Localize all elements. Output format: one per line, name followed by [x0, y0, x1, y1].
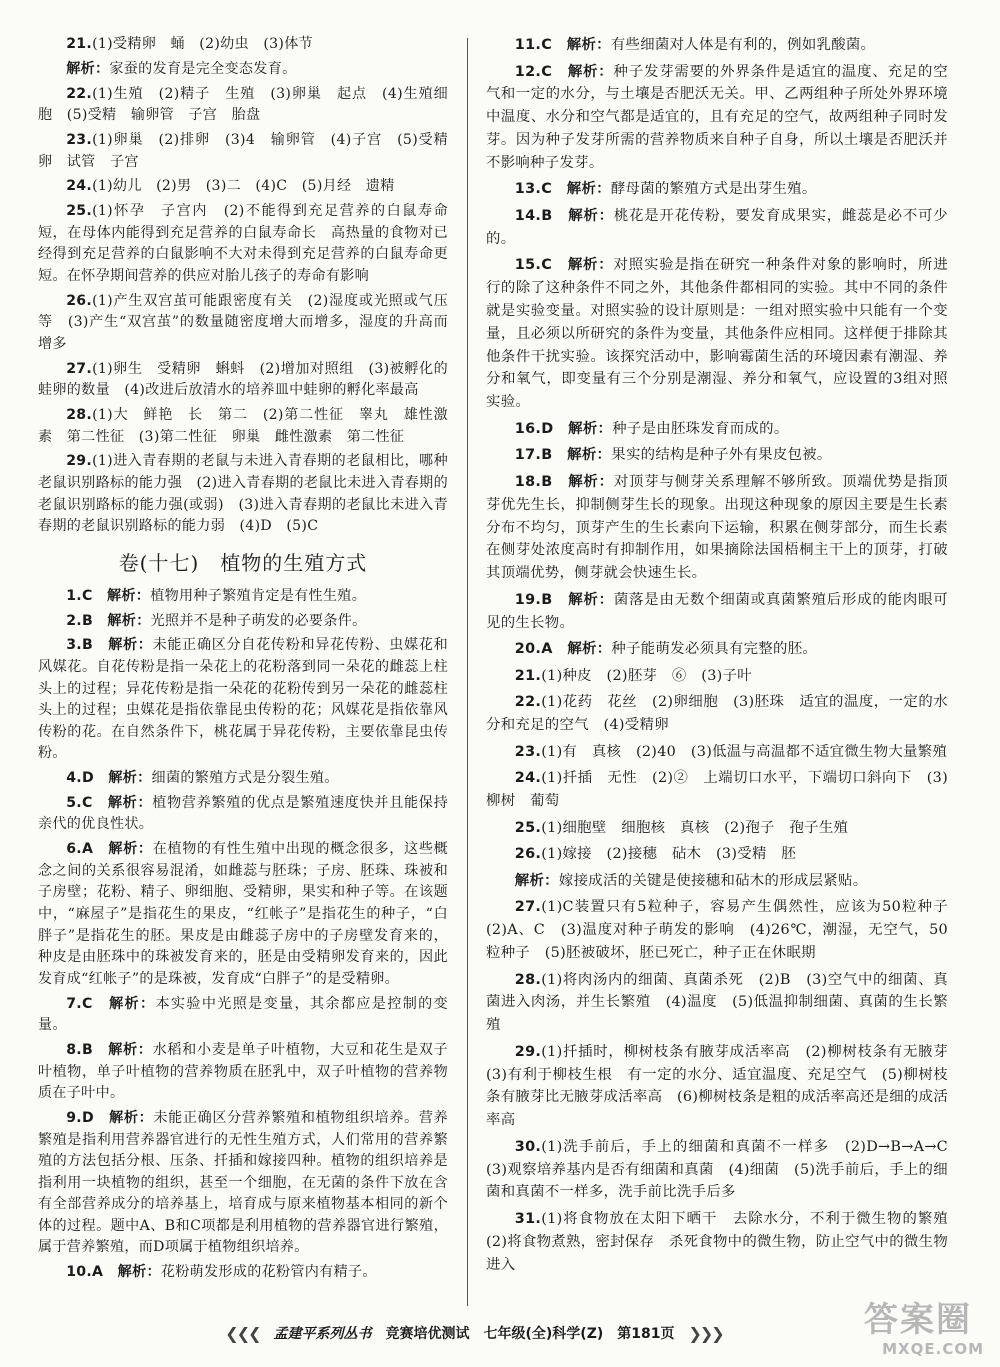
analysis-label: 解析：	[567, 641, 612, 658]
answer-text: 对照实验是指在研究一种条件对象的影响时，所进行的除了这种条件不同之外，其他条件都相同的实验。其中不同的条件就是实验变量。对照实验的设计原则是：一组对照实验中只能有一个变量，且必须以所研究的条件为变量，其他条件应相同。这样便于排除其他条件干扰实验。该探究活动中，影响霉菌生活的环境因素有潮湿、养分和氧气，即变量有三个分别是潮湿、养分和氧气，应设置的3组对照实验。	[486, 257, 948, 411]
analysis-label: 解析：	[117, 1264, 161, 1281]
answer-entry	[38, 59, 448, 81]
answer-entry	[486, 741, 948, 764]
answer-number: 4.D	[66, 770, 94, 787]
answer-text: (1)受精卵 蛹 (2)幼虫 (3)体节	[92, 36, 313, 52]
answer-number: 26.	[514, 846, 542, 863]
answer-text: 酵母菌的繁殖方式是出芽生殖。	[610, 181, 817, 198]
answer-number: 7.C	[66, 995, 93, 1012]
answer-text: (1)进入青春期的老鼠与未进入青春期的老鼠相比，哪种老鼠识别路标的能力强 (2)进入青春期的老鼠比未进入青春期的老鼠识别路标的能力强(或弱) (3)进入青春期的老鼠比未进入青春期的老鼠识别路标的能力弱 (4)D (5)C	[38, 453, 448, 535]
analysis-label: 解析：	[568, 591, 614, 608]
analysis-label: 解析：	[108, 637, 153, 654]
answer-text: 嫁接成活的关键是使接穗和砧木的形成层紧贴。	[558, 872, 868, 889]
answer-entry	[486, 34, 948, 57]
answer-entry	[38, 34, 448, 56]
analysis-label: 解析：	[568, 420, 613, 437]
answer-entry	[38, 405, 448, 448]
answer-number: 16.D	[514, 420, 554, 437]
answer-text: 种子是由胚珠发育而成的。	[612, 420, 789, 437]
answer-text: 植物用种子繁殖肯定是有性生殖。	[150, 587, 367, 604]
answer-entry	[486, 418, 948, 441]
answer-entry	[486, 178, 948, 201]
answer-number: 5.C	[66, 794, 93, 811]
answer-entry	[486, 870, 948, 893]
answer-number: 20.A	[514, 641, 553, 658]
footer-left-ornament: ❮❮❮	[225, 1323, 260, 1343]
answer-entry	[38, 84, 448, 127]
answer-entry	[38, 451, 448, 537]
answer-entry	[486, 589, 948, 635]
answer-entry	[486, 1041, 963, 1132]
answer-number: 8.B	[66, 1041, 93, 1058]
left-column	[38, 34, 448, 1287]
answer-entry	[38, 359, 448, 402]
answer-entry	[486, 61, 948, 175]
answer-number: 22.	[514, 694, 542, 711]
analysis-label: 解析：	[567, 447, 612, 464]
answer-text: 水稻和小麦是单子叶植物，大豆和花生是双子叶植物，单子叶植物的营养物质在胚乳中，双子叶植物的营养物质在子叶中。	[38, 1041, 448, 1102]
column-divider	[467, 38, 468, 1306]
analysis-label: 解析：	[567, 63, 614, 80]
answer-text: 对顶芽与侧芽关系理解不够所致。顶端优势是指顶芽优先生长，抑制侧芽生长的现象。出现这种现象的原因主要是生长素分布不均匀，顶芽产生的生长素向下运输，积累在侧芽部分，而生长素在侧芽处浓度高时有抑制作用，如果摘除法国梧桐主干上的顶芽，打破其顶端优势，侧芽就会快速生长。	[486, 473, 948, 582]
answer-entry	[486, 767, 948, 813]
answer-entry	[38, 994, 448, 1037]
answer-number: 21.	[66, 36, 93, 52]
answer-text: (1)怀孕 子宫内 (2)不能得到充足营养的白鼠寿命短，在母体内能得到充足营养的白鼠寿命长 高热量的食物对已经得到充足营养的白鼠影响不大对未得到充足营养的白鼠寿命更短。在怀孕期间营养的供应对胎儿孩子的寿命有影响	[38, 203, 448, 284]
answer-number: 3.B	[66, 637, 93, 654]
footer-grade: 七年级(全)科学(Z)	[483, 1326, 604, 1342]
answer-text: (1)扦插 无性 (2)② 上端切口水平，下端切口斜向下 (3)柳树 葡萄	[486, 770, 948, 810]
answer-number: 29.	[66, 453, 93, 470]
answer-number: 30.	[514, 1138, 542, 1155]
answer-text: (1)花药 花丝 (2)卵细胞 (3)胚珠 适宜的温度，一定的水分和充足的空气 (4)受精卵	[486, 694, 948, 734]
answer-text: (1)洗手前后，手上的细菌和真菌不一样多 (2)D→B→A→C (3)观察培养基内是否有细菌和真菌 (4)细菌 (5)洗手前后，手上的细菌和真菌不一样多，洗手前比洗手后多	[486, 1138, 963, 1201]
answer-text: (1)将食物放在太阳下晒干 去除水分，不利于微生物的繁殖 (2)将食物煮熟，密封保存 杀死食物中的微生物，防止空气中的微生物进入	[486, 1210, 963, 1273]
answer-number: 24.	[514, 770, 542, 787]
analysis-label: 解析：	[107, 794, 153, 811]
answer-text: 在植物的有性生殖中出现的概念很多，这些概念之间的关系很容易混淆，如雌蕊与胚珠；子房、胚珠、珠被和子房壁；花粉、精子、卵细胞、受精卵，果实和种子等。在该题中，“麻屋子”是指花生的果皮，“红帐子”是指花生的种子，“白胖子”是指花生的胚。果皮是由雌蕊子房中的子房壁发育来的，种皮是由胚珠中的珠被发育来的，胚是由受精卵发育来的，因此发育成“红帐子”的是珠被，发育成“白胖子”的是受精卵。	[38, 841, 448, 987]
answer-text: (1)细胞壁 细胞核 真核 (2)孢子 孢子生殖	[541, 819, 849, 836]
answer-entry	[38, 839, 448, 990]
answer-entry	[38, 1108, 448, 1259]
answer-text: 果实的结构是种子外有果皮包被。	[611, 447, 832, 464]
answer-text: 细菌的繁殖方式是分裂生殖。	[151, 770, 339, 787]
answer-entry	[486, 471, 948, 585]
answer-text: (1)卵生 受精卵 蝌蚪 (2)增加对照组 (3)被孵化的蛙卵的数量 (4)改进后放清水的培养皿中蛙卵的孵化率最高	[38, 360, 448, 399]
left-entries-before	[38, 34, 448, 538]
answer-number: 14.B	[514, 207, 553, 224]
answer-number: 31.	[514, 1210, 542, 1227]
answer-number: 12.C	[514, 63, 553, 80]
analysis-label: 解析：	[109, 995, 156, 1012]
left-entries-after	[38, 586, 448, 1284]
right-entries	[486, 34, 963, 1276]
watermark	[864, 1300, 994, 1362]
answer-entry	[38, 201, 448, 287]
answer-text: (1)种皮 (2)胚芽 ⑥ (3)子叶	[541, 667, 752, 684]
answer-number: 1.C	[66, 587, 93, 604]
answer-number: 28.	[514, 971, 542, 988]
answer-entry	[38, 768, 448, 790]
answer-number: 27.	[514, 899, 542, 916]
answer-number: 23.	[66, 131, 93, 148]
watermark-url: MXQE.COM	[882, 1340, 984, 1358]
answer-entry	[486, 1136, 963, 1204]
answer-number: 17.B	[514, 447, 553, 464]
answer-entry	[38, 1040, 448, 1105]
analysis-label: 解析：	[108, 841, 153, 858]
answer-entry	[486, 843, 948, 866]
answer-text: (1)有 真核 (2)40 (3)低温与高温都不适宜微生物大量繁殖	[541, 743, 948, 760]
answer-text: (1)产生双宫茧可能跟密度有关 (2)湿度或光照或气压等 (3)产生“双宫茧”的数量随密度增大而增多，湿度的升高而增多	[38, 292, 448, 352]
answer-number: 23.	[514, 743, 542, 760]
answer-text: (1)大 鲜艳 长 第二 (2)第二性征 睾丸 雄性激素 第二性征 (3)第二性征 卵巢 雌性激素 第二性征	[38, 407, 448, 445]
answer-text: 种子能萌发必须具有完整的胚。	[611, 641, 818, 658]
analysis-label: 解析：	[108, 770, 152, 787]
answer-text: (1)幼儿 (2)男 (3)二 (4)C (5)月经 遗精	[92, 178, 395, 195]
answer-text: (1)生殖 (2)精子 生殖 (3)卵巢 起点 (4)生殖细胞 (5)受精 输卵管 子宫 胎盘	[38, 85, 448, 124]
answer-text: 家蚕的发育是完全变态发育。	[109, 60, 297, 77]
answer-text: 种子发芽需要的外界条件是适宜的温度、充足的空气和一定的水分，与土壤是否肥沃无关。甲、乙两组种子所处外界环境中温度、水分和空气都是适宜的，且有充足的空气，故两组种子同时发芽。因为种子发芽所需的营养物质来自种子自身，所以土壤是否肥沃并不影响种子发芽。	[486, 63, 948, 171]
answer-entry	[38, 1262, 448, 1284]
answer-text: (1)将肉汤内的细菌、真菌杀死 (2)B (3)空气中的细菌、真菌进入肉汤，并生长繁殖 (4)温度 (5)低温抑制细菌、真菌的生长繁殖	[486, 971, 948, 1034]
analysis-label: 解析：	[107, 612, 151, 629]
analysis-label: 解析：	[108, 1041, 153, 1058]
footer-right-ornament: ❯❯❯	[688, 1323, 723, 1343]
answer-number: 13.C	[514, 181, 553, 198]
footer-page-number: 第181页	[617, 1326, 675, 1342]
answer-text: 本实验中光照是变量，其余都应是控制的变量。	[38, 995, 448, 1034]
analysis-label: 解析：	[109, 1109, 154, 1126]
answer-entry	[38, 176, 448, 198]
answer-number: 28.	[66, 407, 93, 423]
answer-entry	[486, 638, 948, 661]
answer-entry	[486, 1208, 963, 1276]
answer-number: 15.C	[514, 257, 553, 274]
answer-number: 24.	[66, 178, 93, 195]
section-title: 卷(十七) 植物的生殖方式	[118, 550, 368, 575]
answer-text: (1)卵巢 (2)排卵 (3)4 输卵管 (4)子宫 (5)受精卵 试管 子宫	[38, 131, 448, 170]
footer-book: 竞赛培优测试	[385, 1326, 470, 1342]
answer-number: 2.B	[66, 612, 93, 629]
answer-number: 27.	[66, 360, 93, 377]
analysis-label: 解析：	[566, 37, 611, 53]
answer-number: 19.B	[514, 591, 553, 608]
answer-text: (1)C装置只有5粒种子，容易产生偶然性，应该为50粒种子 (2)A、C (3)温度对种子萌发的影响 (4)26℃，潮湿，无空气，50粒种子 (5)胚被破坏，胚已死亡，种子正在休眠期	[486, 899, 963, 962]
analysis-label: 解析：	[567, 257, 614, 274]
answer-entry	[486, 665, 948, 688]
answer-text: 植物营养繁殖的优点是繁殖速度快并且能保持亲代的优良性状。	[38, 794, 449, 833]
watermark-logo-text: 答案圈	[864, 1300, 972, 1340]
answer-text: 桃花是开花传粉，要发育成果实，雌蕊是必不可少的。	[486, 207, 948, 247]
answer-number: 6.A	[66, 841, 94, 858]
answer-text: 花粉萌发形成的花粉管内有精子。	[160, 1264, 377, 1281]
answer-text: 有些细菌对人体是有利的，例如乳酸菌。	[610, 37, 876, 53]
answer-entry	[38, 586, 448, 608]
answer-text: 未能正确区分营养繁殖和植物组织培养。营养繁殖是指利用营养器官进行的无性生殖方式，人们常用的营养繁殖的方法包括分根、压条、扦插和嫁接四种。植物的组织培养是指利用一块植物的组织，甚至一个细胞，在无菌的条件下放在含有全部营养成分的培养基上，培育成与原来植物基本相同的新个体的过程。题中A、B和C项都是利用植物的营养器官进行繁殖，属于营养繁殖，而D项属于植物组织培养。	[38, 1109, 448, 1256]
answer-number: 22.	[66, 85, 93, 102]
answer-number: 25.	[514, 819, 542, 836]
analysis-label: 解析：	[566, 181, 611, 198]
right-column	[486, 34, 963, 1280]
answer-number: 21.	[514, 667, 542, 684]
answer-entry	[38, 130, 448, 173]
answer-entry	[38, 611, 448, 633]
answer-entry	[486, 205, 948, 251]
answer-number: 25.	[66, 203, 93, 220]
answer-entry	[486, 817, 948, 840]
answer-number: 9.D	[66, 1109, 94, 1126]
answer-entry	[486, 896, 963, 964]
answer-number: 29.	[514, 1043, 542, 1060]
answer-text: (1)嫁接 (2)接穗 砧木 (3)受精 胚	[541, 846, 797, 863]
answer-entry	[486, 691, 948, 737]
answer-entry	[38, 291, 448, 356]
analysis-label: 解析：	[66, 60, 110, 77]
analysis-label: 解析：	[568, 207, 614, 224]
answer-number: 18.B	[514, 473, 553, 490]
answer-entry	[486, 254, 948, 414]
answer-entry	[486, 444, 948, 467]
answer-text: 未能正确区分自花传粉和异花传粉、虫媒花和风媒花。自花传粉是指一朵花上的花粉落到同一朵花的雌蕊上柱头上的过程；异花传粉是指一朵花的花粉传到另一朵花的雌蕊柱头上的过程；虫媒花是指依靠昆虫传粉的花；风媒花是指依靠风传粉的花。在自然条件下，桃花属于异花传粉，主要依靠昆虫传粉。	[38, 637, 448, 762]
analysis-label: 解析：	[514, 872, 559, 889]
answer-entry	[486, 969, 948, 1037]
answer-number: 26.	[66, 292, 93, 309]
analysis-label: 解析：	[107, 587, 151, 604]
footer-series: 孟建平系列丛书	[273, 1326, 372, 1342]
analysis-label: 解析：	[568, 473, 614, 490]
page-footer	[174, 1316, 774, 1350]
answer-entry	[38, 793, 448, 836]
answer-entry	[38, 635, 448, 765]
answer-text: 菌落是由无数个细菌或真菌繁殖后形成的能肉眼可见的生长物。	[486, 591, 948, 631]
answer-text: 光照并不是种子萌发的必要条件。	[150, 612, 367, 629]
answer-text: (1)扦插时，柳树枝条有腋芽成活率高 (2)柳树枝条有无腋芽 (3)有利于柳枝生根 有一定的水分、适宜温度、充足空气 (5)柳树枝条有腋芽比无腋芽成活率高 (6)柳树枝条是粗的成活率高还是细的成活率高	[486, 1043, 963, 1129]
answer-number: 11.C	[514, 37, 553, 53]
answer-number: 10.A	[66, 1264, 104, 1281]
